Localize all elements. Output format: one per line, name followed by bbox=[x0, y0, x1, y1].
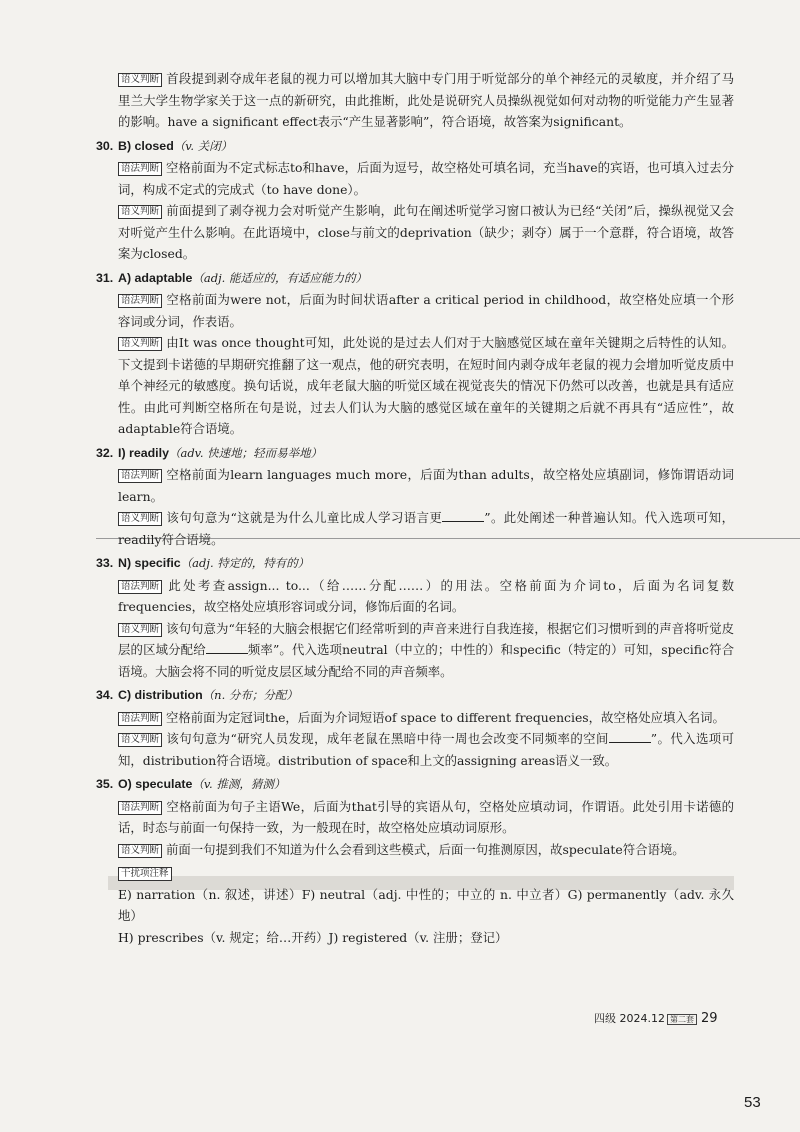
meaning-tag: 语义判断 bbox=[118, 205, 162, 219]
page-footer: 四级 2024.12 第二套 29 bbox=[594, 1011, 718, 1026]
grammar-tag: 语法判断 bbox=[118, 162, 162, 176]
q32-meaning: 语义判断 该句句意为“这就是为什么儿童比成人学习语言更 ”。此处阐述一种普遍认知。代入选项可知，readily符合语境。 bbox=[118, 510, 734, 547]
q34-meaning: 语义判断 该句句意为“研究人员发现，成年老鼠在黑暗中待一周也会改变不同频率的空间 ”。代入选项可知，distribution符合语境。distribution of space和上文的assigning areas语义一致。 bbox=[118, 731, 734, 768]
explanation-body bbox=[96, 68, 734, 948]
meaning-tag: 语义判断 bbox=[118, 512, 162, 526]
meaning-tag: 语义判断 bbox=[118, 73, 162, 87]
q33-heading: 33. N) specific（adj. 特定的，特有的） bbox=[96, 556, 310, 570]
q31-meaning: 语义判断 由It was once thought可知，此处说的是过去人们对于大脑感觉区域在童年关键期之后特性的认知。下文提到卡诺德的早期研究推翻了这一观点，他的研究表明，在短时间内剥夺成年老鼠的视力会增加听觉皮质中单个神经元的敏感度。换句话说，成年老鼠大脑的听觉区域在视觉丧失的情况下仍然可以改善，也就是具有适应性。由此可判断空格所在句是说，过去人们认为大脑的感觉区域在童年的关键期之后就不再具有“适应性”，故adaptable符合语境。 bbox=[118, 335, 734, 436]
q35-grammar: 语法判断 空格前面为句子主语We，后面为that引导的宾语从句，空格处应填动词，作谓语。此处引用卡诺德的话，时态与前面一句保持一致，为一般现在时，故空格处应填动词原形。 bbox=[118, 798, 734, 835]
q32-heading: 32. I) readily（adv. 快速地；轻而易举地） bbox=[96, 445, 323, 460]
meaning-tag: 语义判断 bbox=[118, 733, 162, 747]
answer-blank bbox=[442, 509, 484, 522]
grammar-tag: 语法判断 bbox=[118, 801, 162, 815]
q30-meaning: 语义判断 前面提到了剥夺视力会对听觉产生影响，此句在阐述听觉学习窗口被认为已经“关闭”后，操纵视觉又会对听觉产生什么影响。在此语境中，close与前文的deprivation（缺少；剥夺）属于一个意群，符合语境，故答案为closed。 bbox=[118, 203, 734, 261]
grammar-tag: 语法判断 bbox=[118, 294, 162, 308]
q34-grammar: 语法判断 空格前面为定冠词the，后面为介词短语of space to different frequencies，故空格处应填入名词。 bbox=[96, 707, 734, 729]
intro-paragraph: 语义判断 首段提到剥夺成年老鼠的视力可以增加其大脑中专门用于听觉部分的单个神经元的灵敏度，并介绍了马里兰大学生物学家关于这一点的新研究，由此推断，此处是说研究人员操纵视觉如何对动物的听觉能力产生显著的影响。have a significant effect表示“产生显著影响”，符合语境，故答案为significant。 bbox=[118, 71, 734, 129]
grammar-tag: 语法判断 bbox=[118, 712, 162, 726]
q33-meaning: 语义判断 该句句意为“年轻的大脑会根据它们经常听到的声音来进行自我连接，根据它们习惯听到的声音将听觉皮层的区域分配给 频率”。代入选项neutral（中立的；中性的）和specific（特定的）可知，specific符合语境。大脑会将不同的听觉皮层区域分配给不同的声音频率。 bbox=[118, 620, 735, 679]
page-number: 53 bbox=[744, 1094, 761, 1111]
set-badge: 第二套 bbox=[667, 1014, 697, 1025]
q34-heading: 34. C) distribution（n. 分布；分配） bbox=[96, 688, 298, 702]
answer-blank bbox=[609, 730, 651, 743]
footer-page: 29 bbox=[700, 1011, 718, 1026]
q32-grammar: 语法判断 空格前面为learn languages much more，后面为than adults，故空格处应填副词，修饰谓语动词learn。 bbox=[118, 467, 734, 504]
q33-grammar: 语法判断 此处考查assign... to...（给……分配……）的用法。空格前面为介词to，后面为名词复数frequencies，故空格处应填形容词或分词，修饰后面的名词。 bbox=[118, 577, 734, 614]
distractor-line-2: H) prescribes（v. 规定；给…开药）J) registered（v. 注册；登记） bbox=[118, 929, 508, 945]
q30-heading: 30. B) closed（v. 关闭） bbox=[96, 138, 233, 153]
q31-heading: 31. A) adaptable（adj. 能适应的，有适应能力的） bbox=[96, 270, 367, 285]
q35-meaning: 语义判断 前面一句提到我们不知道为什么会看到这些模式，后面一句推测原因，故speculate符合语境。 bbox=[96, 839, 734, 861]
distractor-line-1: E) narration（n. 叙述，讲述）F) neutral（adj. 中性的；中立的 n. 中立者）G) permanently（adv. 永久地） bbox=[118, 886, 734, 923]
grammar-tag: 语法判断 bbox=[118, 580, 162, 594]
q30-grammar: 语法判断 空格前面为不定式标志to和have，后面为逗号，故空格处可填名词，充当have的宾语，也可填入过去分词，构成不定式的完成式（to have done）。 bbox=[118, 160, 734, 197]
distractor-heading bbox=[96, 862, 734, 884]
meaning-tag: 语义判断 bbox=[118, 844, 162, 858]
meaning-tag: 语义判断 bbox=[118, 623, 162, 637]
grammar-tag: 语法判断 bbox=[118, 469, 162, 483]
q31-grammar: 语法判断 空格前面为were not，后面为时间状语after a critical period in childhood，故空格处应填一个形容词或分词，作表语。 bbox=[118, 292, 734, 329]
distractor-tag: 干扰项注释 bbox=[118, 867, 172, 881]
q35-heading: 35. O) speculate（v. 推测，猜测） bbox=[96, 777, 286, 791]
answer-blank bbox=[206, 641, 248, 654]
meaning-tag: 语义判断 bbox=[118, 337, 162, 351]
